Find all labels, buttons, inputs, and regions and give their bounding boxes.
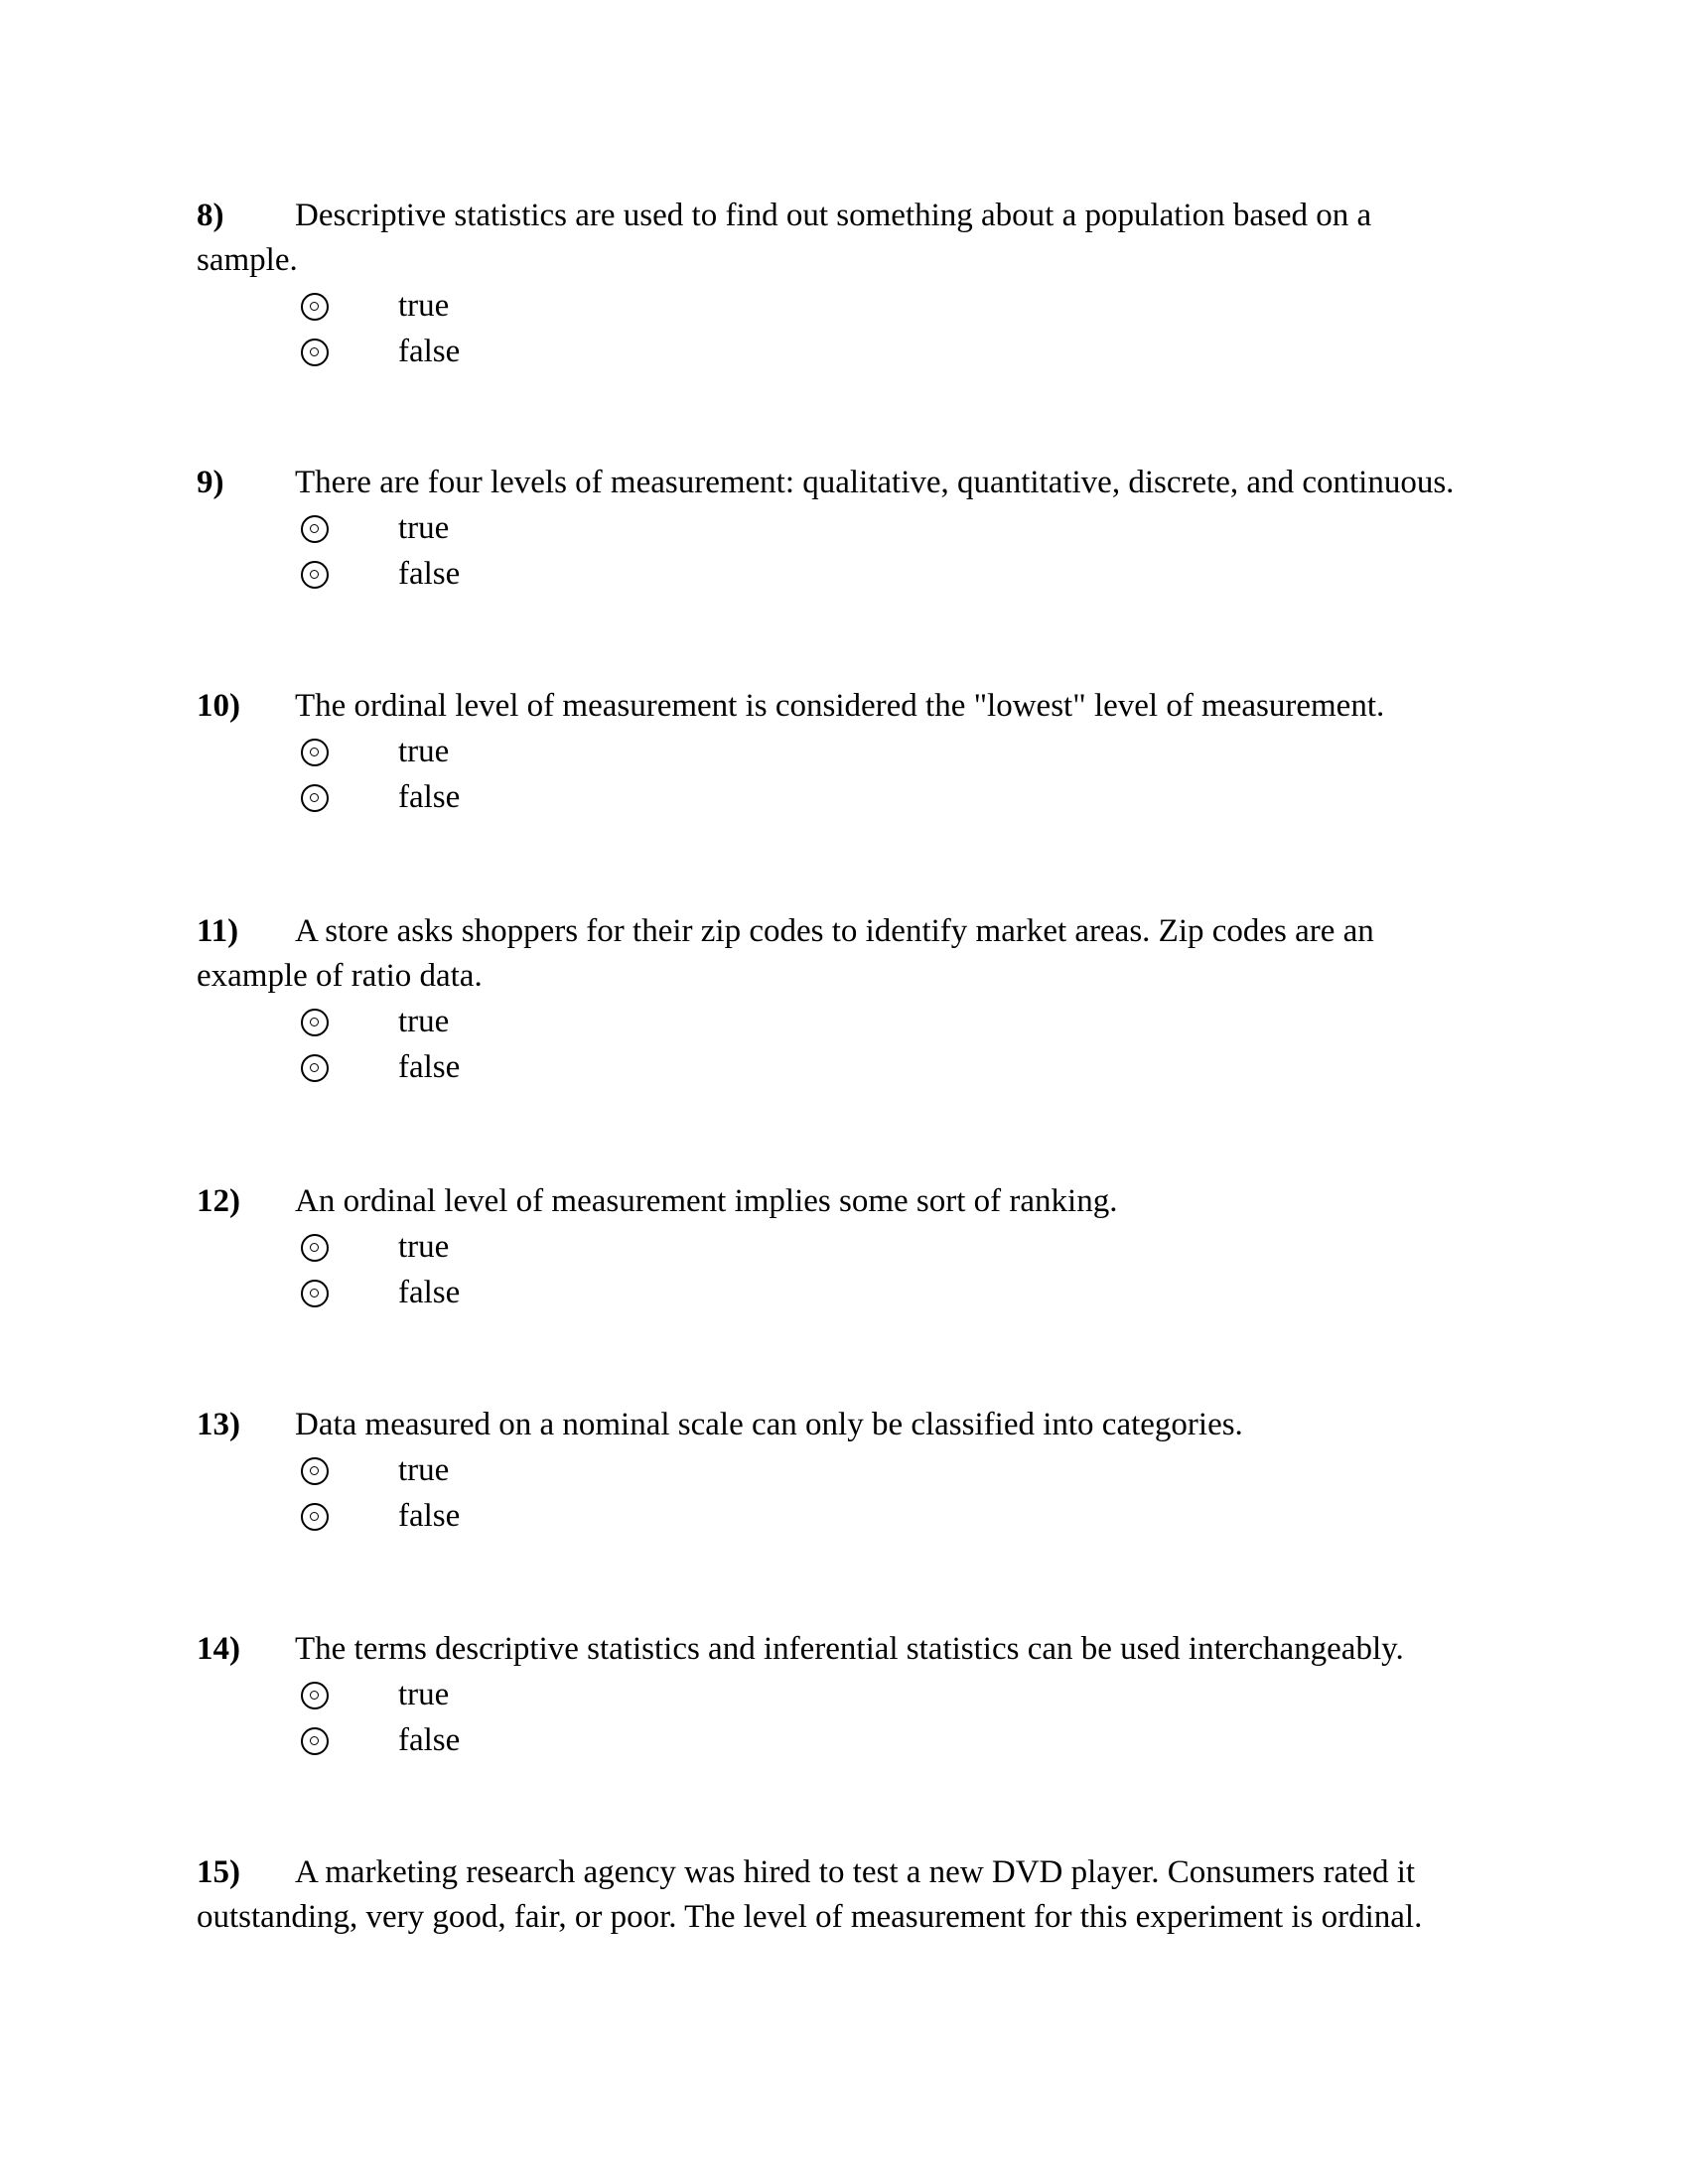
option-false[interactable] (197, 774, 1507, 820)
question-line (197, 1403, 1507, 1447)
question-9 (197, 461, 1507, 597)
question-line (197, 1627, 1507, 1672)
radio-button-icon[interactable] (301, 1727, 329, 1755)
option-label: false (398, 1722, 461, 1758)
question-text: There are four levels of measurement: qualitative, quantitative, discrete, and continuous. (295, 465, 1455, 500)
option-false[interactable] (197, 1493, 1507, 1539)
question-number: 9) (197, 465, 224, 500)
option-true[interactable] (197, 729, 1507, 774)
radio-button-icon[interactable] (301, 293, 329, 321)
option-false[interactable] (197, 329, 1507, 374)
question-text: The terms descriptive statistics and inferential statistics can be used interchangeably. (295, 1631, 1404, 1667)
question-line (197, 461, 1507, 505)
question-8 (197, 194, 1507, 374)
radio-button-icon[interactable] (301, 561, 329, 589)
question-14 (197, 1627, 1507, 1763)
question-text-continued: sample. (197, 242, 298, 278)
option-true[interactable] (197, 999, 1507, 1044)
question-line (197, 909, 1507, 954)
option-false[interactable] (197, 551, 1507, 597)
question-number: 14) (197, 1631, 240, 1667)
question-line (197, 1179, 1507, 1224)
radio-button-icon[interactable] (301, 1503, 329, 1531)
option-label: true (398, 1452, 450, 1488)
radio-button-icon[interactable] (301, 515, 329, 543)
question-text: Data measured on a nominal scale can only be classified into categories. (295, 1407, 1243, 1442)
question-number: 13) (197, 1407, 240, 1442)
question-number: 15) (197, 1854, 240, 1890)
option-label: true (398, 1229, 450, 1265)
radio-button-icon[interactable] (301, 1457, 329, 1485)
radio-button-icon[interactable] (301, 1280, 329, 1307)
option-false[interactable] (197, 1717, 1507, 1763)
option-label: false (398, 556, 461, 592)
radio-button-icon[interactable] (301, 784, 329, 812)
option-true[interactable] (197, 1672, 1507, 1717)
option-label: true (398, 1004, 450, 1039)
question-line (197, 238, 1507, 283)
option-label: false (398, 1275, 461, 1310)
question-line (197, 684, 1507, 729)
question-text: A marketing research agency was hired to test a new DVD player. Consumers rated it (295, 1854, 1416, 1890)
question-11 (197, 909, 1507, 1090)
option-false[interactable] (197, 1044, 1507, 1090)
question-line (197, 194, 1507, 238)
question-number: 12) (197, 1183, 240, 1219)
option-label: true (398, 734, 450, 769)
radio-button-icon[interactable] (301, 1009, 329, 1036)
option-true[interactable] (197, 1447, 1507, 1493)
question-text: The ordinal level of measurement is considered the "lowest" level of measurement. (295, 688, 1385, 724)
question-15 (197, 1850, 1507, 1940)
question-text: An ordinal level of measurement implies some sort of ranking. (295, 1183, 1118, 1219)
option-true[interactable] (197, 505, 1507, 551)
question-12 (197, 1179, 1507, 1315)
question-text-continued: outstanding, very good, fair, or poor. The level of measurement for this experiment is ordinal. (197, 1899, 1423, 1935)
question-text-continued: example of ratio data. (197, 958, 483, 994)
option-label: false (398, 334, 461, 369)
question-number: 11) (197, 913, 239, 949)
radio-button-icon[interactable] (301, 1234, 329, 1262)
option-label: true (398, 288, 450, 324)
option-label: true (398, 510, 450, 546)
question-10 (197, 684, 1507, 820)
question-text: Descriptive statistics are used to find out something about a population based on a (295, 198, 1372, 233)
option-label: true (398, 1677, 450, 1712)
option-true[interactable] (197, 283, 1507, 329)
question-number: 8) (197, 198, 224, 233)
question-line (197, 954, 1507, 999)
question-13 (197, 1403, 1507, 1539)
option-label: false (398, 1049, 461, 1085)
radio-button-icon[interactable] (301, 339, 329, 366)
radio-button-icon[interactable] (301, 1682, 329, 1709)
question-line (197, 1850, 1507, 1895)
question-number: 10) (197, 688, 240, 724)
option-label: false (398, 1498, 461, 1534)
option-true[interactable] (197, 1224, 1507, 1270)
option-false[interactable] (197, 1270, 1507, 1315)
option-label: false (398, 779, 461, 815)
question-text: A store asks shoppers for their zip codes to identify market areas. Zip codes are an (295, 913, 1374, 949)
radio-button-icon[interactable] (301, 739, 329, 766)
radio-button-icon[interactable] (301, 1054, 329, 1082)
question-line (197, 1895, 1507, 1940)
